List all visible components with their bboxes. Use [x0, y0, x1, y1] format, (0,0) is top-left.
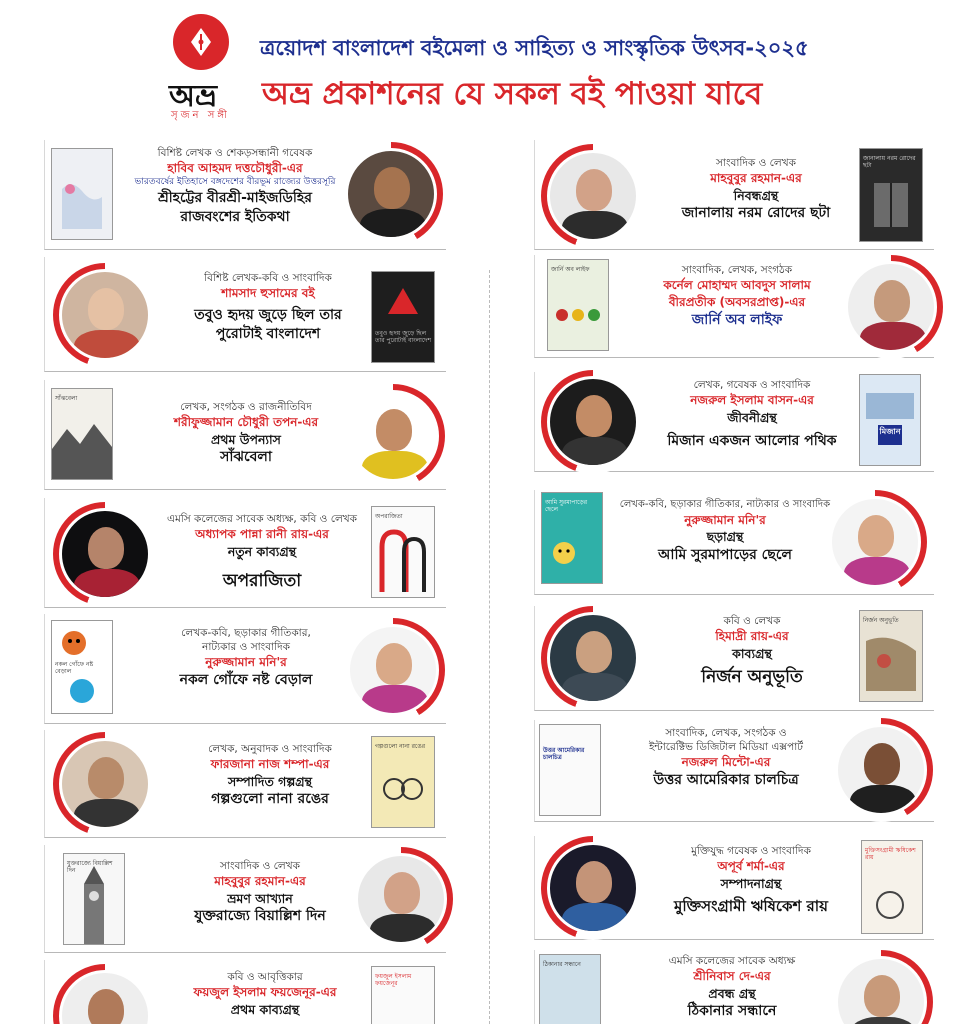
book-type: ভ্রমণ আখ্যান [227, 890, 293, 906]
book-cover: আমি সুরমাপাড়ের ছেলে [541, 492, 603, 584]
author-name: নজরুল ইসলাম বাসন-এর [690, 393, 814, 408]
author-name: নুরুজ্জামান মনি'র [684, 512, 766, 527]
book-card [44, 730, 446, 838]
author-description: কবি ও আবৃত্তিকার [227, 971, 303, 983]
book-type: সম্পাদনাগ্রন্থ [720, 875, 782, 891]
author-name-line2: বীরপ্রতীক (অবসরপ্রাপ্ত)-এর [668, 294, 806, 309]
red-triangle-icon [372, 272, 434, 362]
author-photo [835, 724, 927, 816]
book-card [44, 498, 446, 608]
author-subtitle: ভারতবর্ষের ইতিহাসে বঙ্গদেশের বীরভূম রাজ্যের উত্তরসূরি [134, 176, 336, 187]
book-cover [51, 148, 113, 240]
author-description: বিশিষ্ট লেখক-কবি ও সাংবাদিক [204, 272, 332, 284]
author-name: অপূর্ব শর্মা-এর [717, 859, 785, 874]
author-description: এমসি কলেজের সাবেক অধ্যক্ষ [668, 955, 796, 967]
author-description: লেখক-কবি, ছড়াকার গীতিকার, [181, 627, 311, 639]
author-name: শামসাদ হুসামের বই [221, 286, 315, 301]
book-cover: অপরাজিতা [371, 506, 435, 598]
publisher-logo [165, 14, 245, 122]
book-title: নির্জন অনুভূতি [701, 667, 803, 688]
book-title: জার্নি অব লাইফ [691, 311, 783, 328]
pen-nib-icon [185, 26, 217, 58]
book-title: আমি সুরমাপাড়ের ছেলে [658, 546, 792, 563]
book-card [44, 845, 446, 953]
author-name: নজরুল মিন্টো-এর [681, 755, 771, 770]
author-description: লেখক, সংগঠক ও রাজনীতিবিদ [180, 401, 312, 413]
book-title-line2: রাজবংশের ইতিকথা [180, 208, 290, 225]
book-type: ছড়াগ্রন্থ [706, 529, 744, 545]
book-card [534, 255, 934, 358]
building-illustration-icon [860, 375, 920, 465]
book-cover: ঠিকানার সন্ধানে [539, 954, 601, 1024]
book-type: জীবনীগ্রন্থ [727, 409, 777, 425]
author-name: হিমাদ্রী রায়-এর [715, 629, 789, 644]
author-name: হাবিব আহমদ দত্তচৌধুরী-এর [167, 161, 303, 176]
author-name: ফয়জুল ইসলাম ফয়জেনূর-এর [193, 985, 337, 1000]
book-card [44, 140, 446, 250]
author-photo [547, 150, 639, 242]
book-card [534, 140, 934, 250]
abstract-paint-icon [860, 611, 922, 701]
author-photo [59, 738, 151, 830]
author-description: মুক্তিযুদ্ধ গবেষক ও সাংবাদিক [691, 845, 811, 857]
traffic-light-icon [548, 260, 608, 350]
book-type: নতুন কাব্যগ্রন্থ [227, 543, 297, 559]
book-cover: জানালায় নরম রোদের ছটা [859, 148, 923, 242]
book-title: নকল গোঁফে নষ্ট বেড়াল [179, 672, 313, 689]
author-photo [845, 261, 937, 353]
book-title: মিজান একজন আলোর পথিক [667, 433, 837, 450]
book-card [534, 720, 934, 822]
author-description: লেখক, গবেষক ও সাংবাদিক [693, 379, 811, 391]
author-description-line2: নাট্যকার ও সাংবাদিক [202, 641, 290, 654]
book-type: প্রবন্ধ গ্রন্থ [708, 985, 756, 1001]
author-photo [59, 508, 151, 600]
book-type: প্রথম উপন্যাস [211, 431, 281, 447]
book-card [534, 606, 934, 711]
festival-title: ত্রয়োদশ বাংলাদেশ বইমেলা ও সাহিত্য ও সাংস্কৃতিক উৎসব-২০২৫ [260, 36, 809, 60]
book-cover: ফয়জুল ইসলাম ফয়জেনূর [371, 966, 435, 1024]
book-type: নিবন্ধগ্রন্থ [733, 187, 779, 203]
book-title: জানালায় নরম রোদের ছটা [681, 205, 831, 222]
book-title: সাঁঝবেলা [220, 449, 272, 466]
book-title: উত্তর আমেরিকার চালচিত্র [653, 772, 799, 789]
author-photo [59, 269, 151, 361]
book-card [44, 614, 446, 724]
author-photo [355, 853, 447, 945]
book-cover: তবুও হৃদয় জুড়ে ছিল তার পুরোটাই বাংলাদেশ [371, 271, 435, 363]
book-type: সম্পাদিত গল্পগ্রন্থ [227, 773, 313, 789]
author-name: ফারজানা নাজ শম্পা-এর [210, 757, 330, 772]
book-cover: নির্জন অনুভূতি [859, 610, 923, 702]
book-card [534, 372, 934, 472]
book-cover: সাঁঝবেলা [51, 388, 113, 480]
author-name: শরীফুজ্জামান চৌধুরী তপন-এর [173, 415, 319, 430]
logo-wordmark: অভ্র [169, 79, 218, 114]
author-description: সাংবাদিক ও লেখক [716, 157, 796, 169]
map-illustration-icon [52, 149, 112, 239]
book-title: শ্রীহট্টের বীরশ্রী-মাইজডিহির [158, 189, 312, 206]
author-photo [835, 956, 927, 1024]
landscape-illustration-icon [52, 389, 112, 479]
author-photo [547, 376, 639, 468]
book-title: যুক্তরাজ্যে বিয়াল্লিশ দিন [194, 908, 326, 925]
book-card [534, 950, 934, 1024]
author-description: এমসি কলেজের সাবেক অধ্যক্ষ, কবি ও লেখক [166, 513, 358, 525]
author-name: কর্নেল মোহাম্মদ আবদুস সালাম [663, 278, 811, 293]
book-cover: মিজান [859, 374, 921, 466]
author-description: সাংবাদিক, লেখক, সংগঠক [681, 264, 793, 276]
author-photo [59, 970, 151, 1024]
page-title: অভ্র প্রকাশনের যে সকল বই পাওয়া যাবে [262, 76, 763, 112]
author-photo [345, 148, 437, 240]
column-divider [489, 270, 490, 1024]
author-photo [547, 612, 639, 704]
book-title: গল্পগুলো নানা রঙের [211, 791, 329, 808]
faces-illustration-icon [372, 737, 434, 827]
author-description: কবি ও লেখক [723, 615, 781, 627]
author-name: মাহবুবুর রহমান-এর [710, 171, 802, 186]
page-header [0, 0, 979, 135]
author-photo [547, 842, 639, 934]
author-description: লেখক, অনুবাদক ও সাংবাদিক [208, 743, 332, 755]
book-cover: জার্নি অব লাইফ [547, 259, 609, 351]
author-photo [347, 624, 439, 716]
author-description: সাংবাদিক, লেখক, সংগঠক ও [665, 727, 787, 739]
book-card [534, 836, 934, 940]
author-name: অধ্যাপক পান্না রানী রায়-এর [195, 527, 329, 542]
author-description-line2: ইন্টারেক্টিভ ডিজিটাল মিডিয়া এক্সপার্ট [648, 741, 804, 754]
arch-pattern-icon [372, 507, 434, 597]
author-name: মাহবুবুর রহমান-এর [214, 874, 306, 889]
book-title: অপরাজিতা [222, 571, 302, 592]
author-photo [829, 496, 921, 588]
book-title-line2: পুরোটাই বাংলাদেশ [215, 325, 321, 342]
book-cover: মুক্তিসংগ্রামী ঋষিকেশ রায় [861, 840, 923, 934]
book-type: প্রথম কাব্যগ্রন্থ [230, 1001, 300, 1017]
book-card [44, 257, 446, 372]
book-card [44, 380, 446, 490]
book-title: ঠিকানার সন্ধানে [687, 1003, 777, 1020]
author-description: বিশিষ্ট লেখক ও শেকড়সন্ধানী গবেষক [157, 147, 313, 159]
book-cover: নকল গোঁফে নষ্ট বেড়াল [51, 620, 113, 714]
book-title: তবুও হৃদয় জুড়ে ছিল তার [194, 306, 342, 323]
book-title: মুক্তিসংগ্রামী ঋষিকেশ রায় [673, 897, 828, 916]
book-cover: যুক্তরাজ্যে বিয়াল্লিশ দিন [63, 853, 125, 945]
book-cover: উত্তর আমেরিকার চালচিত্র [539, 724, 601, 816]
book-card [44, 960, 446, 1024]
author-name: শ্রীনিবাস দে-এর [693, 969, 771, 984]
author-photo [347, 390, 439, 482]
author-description: সাংবাদিক ও লেখক [220, 860, 300, 872]
book-cover: গল্পগুলো নানা রঙের [371, 736, 435, 828]
author-name: নুরুজ্জামান মনি'র [205, 655, 287, 670]
logo-tagline: সৃজন সঙ্গী [171, 110, 230, 121]
book-type: কাব্যগ্রন্থ [732, 645, 772, 661]
book-card [534, 490, 934, 595]
author-description: লেখক-কবি, ছড়াকার গীতিকার, নাট্যকার ও সাংবাদিক [619, 499, 831, 510]
